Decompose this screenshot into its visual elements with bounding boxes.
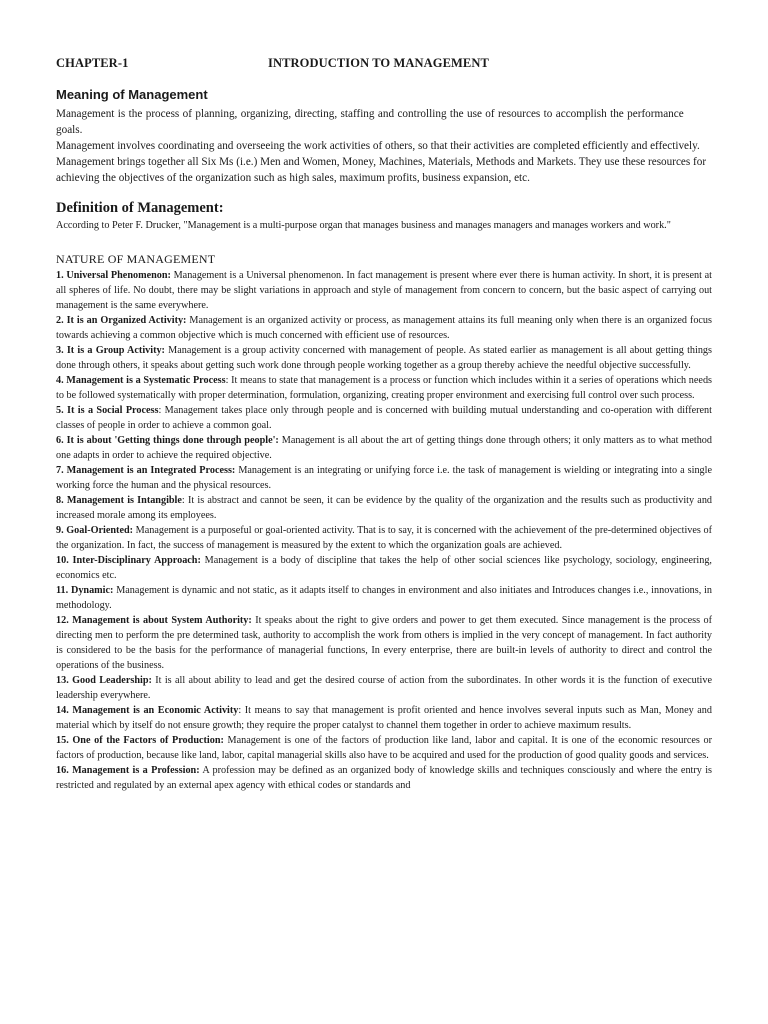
- definition-text: According to Peter F. Drucker, "Management is a multi-purpose organ that manages business and manages managers and manages workers and work.": [56, 220, 671, 231]
- nature-item-title: 6. It is about 'Getting things done through people':: [56, 435, 279, 446]
- page-content: [56, 56, 712, 793]
- nature-item-title: 13. Good Leadership:: [56, 675, 152, 686]
- nature-item: [56, 553, 712, 583]
- nature-item: [56, 313, 712, 343]
- nature-item-title: 4. Management is a Systematic Process: [56, 375, 226, 386]
- nature-item: [56, 433, 712, 463]
- nature-item-text: Management is a purposeful or goal-oriented activity. That is to say, it is concerned with the achievement of the pre-determined objectives of the organization. In fact, the success of management is measured by the extent to which the organization goals are achieved.: [56, 525, 712, 551]
- nature-heading: NATURE OF MANAGEMENT: [56, 252, 216, 266]
- nature-item: [56, 463, 712, 493]
- chapter-title: INTRODUCTION TO MANAGEMENT: [268, 56, 489, 70]
- nature-item-text: : It means to say that management is profit oriented and hence involves several inputs such as Man, Money and material which by itself do not ensure growth; they require the proper catalyst to channel them together in order to achieve maximum results.: [56, 705, 712, 731]
- nature-item-text: Management is an integrating or unifying force i.e. the task of management is wielding or integrating into a single working force the human and the physical resources.: [56, 465, 712, 491]
- meaning-paragraph: Management brings together all Six Ms (i.e.) Men and Women, Money, Machines, Materials, Methods and Markets. They use these resources for achieving the objectives of the organization such as high sales, maximum profits, business expansion, etc.: [56, 156, 707, 184]
- nature-item-text: It speaks about the right to give orders and power to get them executed. Since management is the process of directing men to perform the pre determined task, authority to accomplish the work from others is implied in the very concept of management. In fact authority is considered to be the basis for the performance of managerial functions, In every enterprise, there are built-in levels of authority to direct and control the operations of the business.: [56, 615, 712, 671]
- nature-item-text: : It is abstract and cannot be seen, it can be evidence by the quality of the organization and the results such as productivity and increased morale among its employees.: [56, 495, 713, 521]
- nature-item-text: Management is dynamic and not static, as it adapts itself to changes in environment and also initiates and Introduces changes i.e., innovations, in methodology.: [56, 585, 712, 611]
- nature-item-title: 3. It is a Group Activity:: [56, 345, 165, 356]
- nature-item-title: 1. Universal Phenomenon:: [56, 270, 171, 281]
- nature-item: [56, 733, 712, 763]
- nature-item-text: Management is a group activity concerned with management of people. As stated earlier as management is all about getting things done through others, it speaks about getting such work done through people working together as a group thereby achieve the needful objective successfully.: [56, 345, 712, 371]
- nature-item: [56, 763, 712, 793]
- nature-item-text: It is all about ability to lead and get the desired course of action from the subordinates. In other words it is the function of executive leadership everywhere.: [56, 675, 712, 701]
- nature-item: [56, 613, 712, 673]
- nature-item-text: : Management takes place only through people and is concerned with building mutual understanding and co-operation with different classes of people in order to achieve a common goal.: [56, 405, 712, 431]
- nature-list: [56, 268, 712, 793]
- nature-item: [56, 703, 712, 733]
- chapter-header: [56, 56, 712, 71]
- nature-item: [56, 523, 712, 553]
- nature-item-title: 14. Management is an Economic Activity: [56, 705, 239, 716]
- nature-item-text: Management is all about the art of getting things done through others; it only matters as to what method one adapts in order to achieve the required objective.: [56, 435, 712, 461]
- nature-item: [56, 373, 712, 403]
- meaning-section: [56, 87, 712, 186]
- definition-section: [56, 200, 712, 232]
- nature-item-text: Management is a body of discipline that takes the help of other social sciences like psychology, sociology, engineering, economics etc.: [56, 555, 712, 581]
- nature-item-title: 5. It is a Social Process: [56, 405, 159, 416]
- nature-item: [56, 493, 712, 523]
- nature-item-text: Management is a Universal phenomenon. In fact management is present where ever there is human activity. In short, it is present at all spheres of life. No doubt, there may be slight variations in approach and style of management from concern to concern, but the basic aspect of carrying out management is the same everywhere.: [56, 270, 712, 311]
- nature-item: [56, 268, 712, 313]
- nature-item-title: 7. Management is an Integrated Process:: [56, 465, 236, 476]
- nature-item: [56, 403, 712, 433]
- nature-item-text: : It means to state that management is a process or function which includes within it a series of operations which needs to be followed systematically with proper determination, formulation, organizing, creating proper environment and exercising full control over such process.: [56, 375, 712, 401]
- nature-item-text: A profession may be defined as an organized body of knowledge skills and techniques consciously and where the entry is restricted and regulated by an external apex agency with ethical codes or standards and: [56, 765, 712, 791]
- meaning-paragraph: Management involves coordinating and overseeing the work activities of others, so that their activities are completed efficiently and effectively.: [56, 140, 700, 152]
- nature-item: [56, 583, 712, 613]
- chapter-number: CHAPTER-1: [56, 56, 129, 70]
- nature-item-title: 8. Management is Intangible: [56, 495, 182, 506]
- nature-item-title: 11. Dynamic:: [56, 585, 114, 596]
- nature-item: [56, 673, 712, 703]
- nature-item-title: 10. Inter-Disciplinary Approach:: [56, 555, 201, 566]
- nature-section: [56, 252, 712, 793]
- meaning-heading: Meaning of Management: [56, 87, 208, 102]
- nature-item: [56, 343, 712, 373]
- nature-item-title: 2. It is an Organized Activity:: [56, 315, 187, 326]
- nature-item-text: Management is an organized activity or process, as management attains its full meaning only when there is an organized focus towards achieving a common objective which is much concerned with efficient use of resources.: [56, 315, 712, 341]
- nature-item-title: 9. Goal-Oriented:: [56, 525, 134, 536]
- meaning-paragraph: Management is the process of planning, organizing, directing, staffing and controlling the use of resources to accomplish the performance goals.: [56, 108, 684, 136]
- nature-item-title: 16. Management is a Profession:: [56, 765, 200, 776]
- nature-item-title: 15. One of the Factors of Production:: [56, 735, 224, 746]
- nature-item-text: Management is one of the factors of production like land, labor and capital. It is one of the economic resources or factors of production, because like land, labor, capital managerial skills also have to be acquired and used for the production of good quality goods and services.: [56, 735, 713, 761]
- nature-item-title: 12. Management is about System Authority:: [56, 615, 252, 626]
- definition-heading: Definition of Management:: [56, 200, 224, 216]
